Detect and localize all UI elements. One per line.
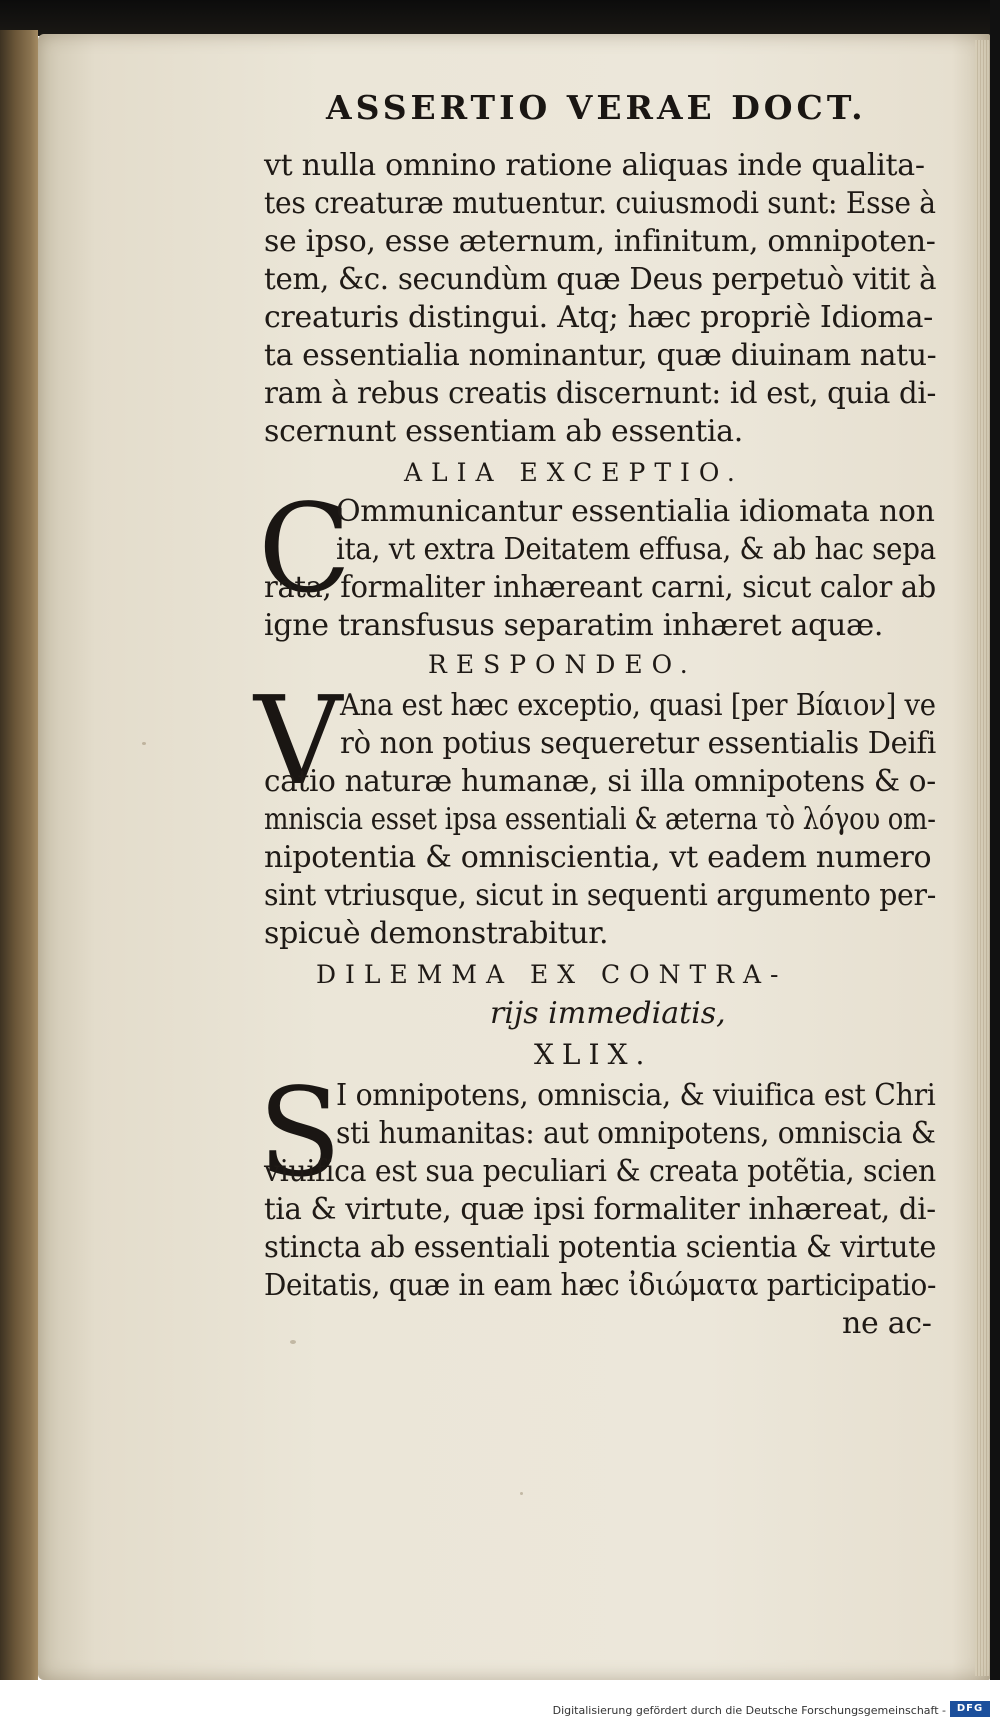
scan-background-top xyxy=(0,0,1000,36)
digitization-credit: Digitalisierung gefördert durch die Deutsche Forschungsgemeinschaft - xyxy=(552,1704,946,1717)
text-line: spicuè demonstrabitur. xyxy=(264,916,609,951)
text-line: rata, formaliter inhæreant carni, sicut calor ab xyxy=(264,570,936,605)
section-heading: ALIA EXCEPTIO. xyxy=(404,458,744,487)
text-line: se ipso, esse æternum, infinitum, omnipoten- xyxy=(264,224,936,259)
text-line: tem, &c. secundùm quæ Deus perpetuò vitit à xyxy=(264,262,937,297)
drop-capital: V xyxy=(254,670,343,812)
argument-number: XLIX. xyxy=(534,1038,653,1071)
text-line: tia & virtute, quæ ipsi formaliter inhæreat, di- xyxy=(264,1192,936,1227)
paper-blemish xyxy=(520,1492,523,1495)
text-line: rò non potius sequeretur essentialis Deifi xyxy=(340,726,936,761)
dfg-logo: DFG xyxy=(950,1701,990,1717)
footer-strip xyxy=(0,1680,1000,1724)
text-line: Ana est hæc exceptio, quasi [per Bíαιον] ve xyxy=(340,688,936,723)
text-line: scernunt essentiam ab essentia. xyxy=(264,414,744,449)
section-heading: DILEMMA EX CONTRA- xyxy=(316,960,788,989)
text-line: tes creaturæ mutuentur. cuiusmodi sunt: Esse à xyxy=(264,186,936,221)
page-fore-edge xyxy=(975,40,989,1676)
text-line: ram à rebus creatis discernunt: id est, quia di- xyxy=(264,376,937,411)
drop-capital: S xyxy=(258,1062,342,1204)
text-line: stincta ab essentiali potentia scientia & virtute xyxy=(264,1230,937,1265)
text-line: mnisciа esset ipsa essentiali & æterna τὸ λόγου om- xyxy=(264,802,936,837)
section-subheading: rijs immediatis, xyxy=(490,996,726,1031)
catchword: ne ac- xyxy=(842,1306,932,1341)
text-line: I omnipotens, omnisciа, & viuifica est Chri xyxy=(336,1078,936,1113)
text-line: viuifica est sua peculiari & creata potẽtia, scien xyxy=(264,1154,936,1189)
text-line: creaturis distingui. Atq; hæc propriè Idioma- xyxy=(264,300,934,335)
text-line: nipotentia & omniscientia, vt eadem numero xyxy=(264,840,932,875)
text-line: sti humanitas: aut omnipotens, omnisciа & xyxy=(336,1116,936,1151)
book-cover-edge xyxy=(0,30,38,1680)
paper-blemish xyxy=(142,742,146,745)
running-header: ASSERTIO VERAE DOCT. xyxy=(326,88,867,127)
text-line: Ommunicantur essentialia idiomata non xyxy=(336,494,935,529)
text-line: igne transfusus separatim inhæret aquæ. xyxy=(264,608,884,643)
text-line: ta essentialia nominantur, quæ diuinam natu- xyxy=(264,338,937,373)
paper-blemish xyxy=(290,1340,296,1344)
text-line: ita, vt extra Deitatem effusa, & ab hac sepa xyxy=(336,532,936,567)
scan-background-right xyxy=(990,0,1000,1680)
text-line: Deitatis, quæ in eam hæc ἰδιώματα participatio- xyxy=(264,1268,937,1303)
section-heading: RESPONDEO. xyxy=(428,650,697,679)
drop-capital: C xyxy=(258,478,352,620)
text-line: sint vtriusque, sicut in sequenti argumento per- xyxy=(264,878,936,913)
text-line: catio naturæ humanæ, si illa omnipotens & o- xyxy=(264,764,936,799)
text-line: vt nulla omnino ratione aliquas inde qualita- xyxy=(264,148,925,183)
